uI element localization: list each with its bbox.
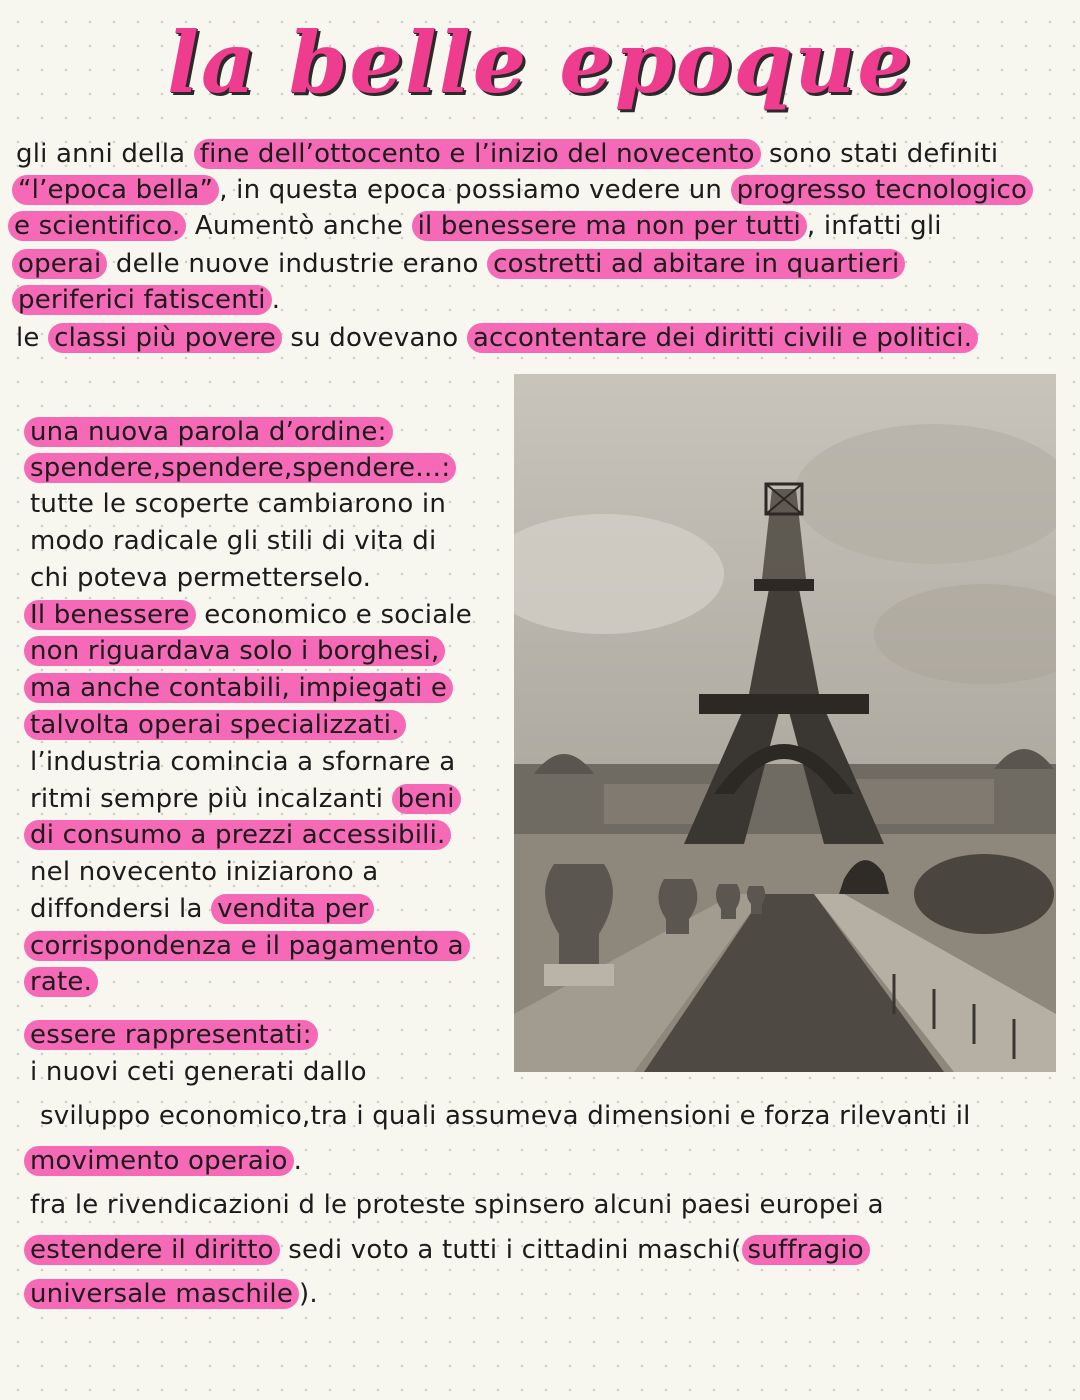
intro-line-2: “l’epoca bella” , in questa epoca possiamo vedere un progresso tecnologico	[12, 172, 1033, 208]
left-line-1	[24, 414, 393, 450]
highlight: ma anche contabili, impiegati e	[24, 673, 453, 703]
eiffel-tower-illustration	[514, 374, 1056, 1072]
highlight: universale maschile	[24, 1279, 299, 1309]
bottom-line-5: universale maschile ).	[24, 1276, 318, 1312]
intro-line-6: le classi più povere su dovevano accontentare dei diritti civili e politici.	[16, 320, 978, 356]
highlight: fine dell’ottocento e l’inizio del novecento	[194, 139, 761, 169]
highlight: movimento operaio	[24, 1146, 294, 1176]
left-line-10: l’industria comincia a sfornare a	[30, 747, 456, 777]
left-line-16	[24, 964, 98, 1000]
highlight: progresso tecnologico	[731, 175, 1034, 205]
bottom-line-4: estendere il diritto sedi voto a tutti i cittadini maschi( suffragio	[24, 1232, 870, 1268]
highlight: beni	[392, 784, 461, 814]
left-line-7	[24, 633, 445, 669]
highlight: “l’epoca bella”	[12, 175, 219, 205]
highlight: di consumo a prezzi accessibili.	[24, 820, 451, 850]
highlight: rate.	[24, 967, 98, 997]
intro-line-4: operai delle nuove industrie erano costretti ad abitare in quartieri	[12, 246, 905, 282]
bottom-line-2: movimento operaio .	[24, 1143, 302, 1179]
intro-line-3: e scientifico. Aumentò anche il benessere ma non per tutti , infatti gli	[8, 208, 942, 244]
left-line-3: tutte le scoperte cambiarono in	[30, 489, 446, 519]
highlight: vendita per	[211, 894, 374, 924]
intro-line-5: periferici fatiscenti .	[12, 282, 280, 318]
left-line-18: i nuovi ceti generati dallo	[30, 1057, 367, 1087]
highlight: e scientifico.	[8, 211, 186, 241]
left-line-11: ritmi sempre più incalzanti beni	[30, 781, 461, 817]
highlight: classi più povere	[48, 323, 282, 353]
left-line-14: diffondersi la vendita per	[30, 891, 374, 927]
left-line-5: chi poteva permetterselo.	[30, 563, 372, 593]
left-line-8	[24, 670, 453, 706]
highlight: spendere,spendere,spendere…:	[24, 453, 456, 483]
highlight: talvolta operai specializzati.	[24, 710, 406, 740]
highlight: corrispondenza e il pagamento a	[24, 931, 470, 961]
left-line-6: Il benessere economico e sociale	[24, 597, 472, 633]
highlight: costretti ad abitare in quartieri	[487, 249, 905, 279]
left-line-15	[24, 928, 470, 964]
page-title: la belle epoque	[167, 13, 913, 112]
bottom-line-3: fra le rivendicazioni d le proteste spinsero alcuni paesi europei a	[30, 1190, 884, 1220]
left-line-2	[24, 450, 456, 486]
left-line-4: modo radicale gli stili di vita di	[30, 526, 437, 556]
highlight: estendere il diritto	[24, 1235, 280, 1265]
highlight: una nuova parola d’ordine:	[24, 417, 393, 447]
highlight: non riguardava solo i borghesi,	[24, 636, 445, 666]
highlight: il benessere ma non per tutti	[412, 211, 807, 241]
highlight: Il benessere	[24, 600, 196, 630]
highlight: operai	[12, 249, 107, 279]
highlight: suffragio	[742, 1235, 870, 1265]
left-line-9	[24, 707, 406, 743]
bottom-line-1: sviluppo economico,tra i quali assumeva dimensioni e forza rilevanti il	[40, 1101, 971, 1131]
highlight: periferici fatiscenti	[12, 285, 272, 315]
left-line-17	[24, 1017, 318, 1053]
highlight: accontentare dei diritti civili e politici.	[467, 323, 978, 353]
highlight: essere rappresentati:	[24, 1020, 318, 1050]
left-line-13: nel novecento iniziarono a	[30, 857, 379, 887]
left-line-12	[24, 817, 451, 853]
intro-line-1: gli anni della fine dell’ottocento e l’inizio del novecento sono stati definiti	[16, 139, 999, 169]
